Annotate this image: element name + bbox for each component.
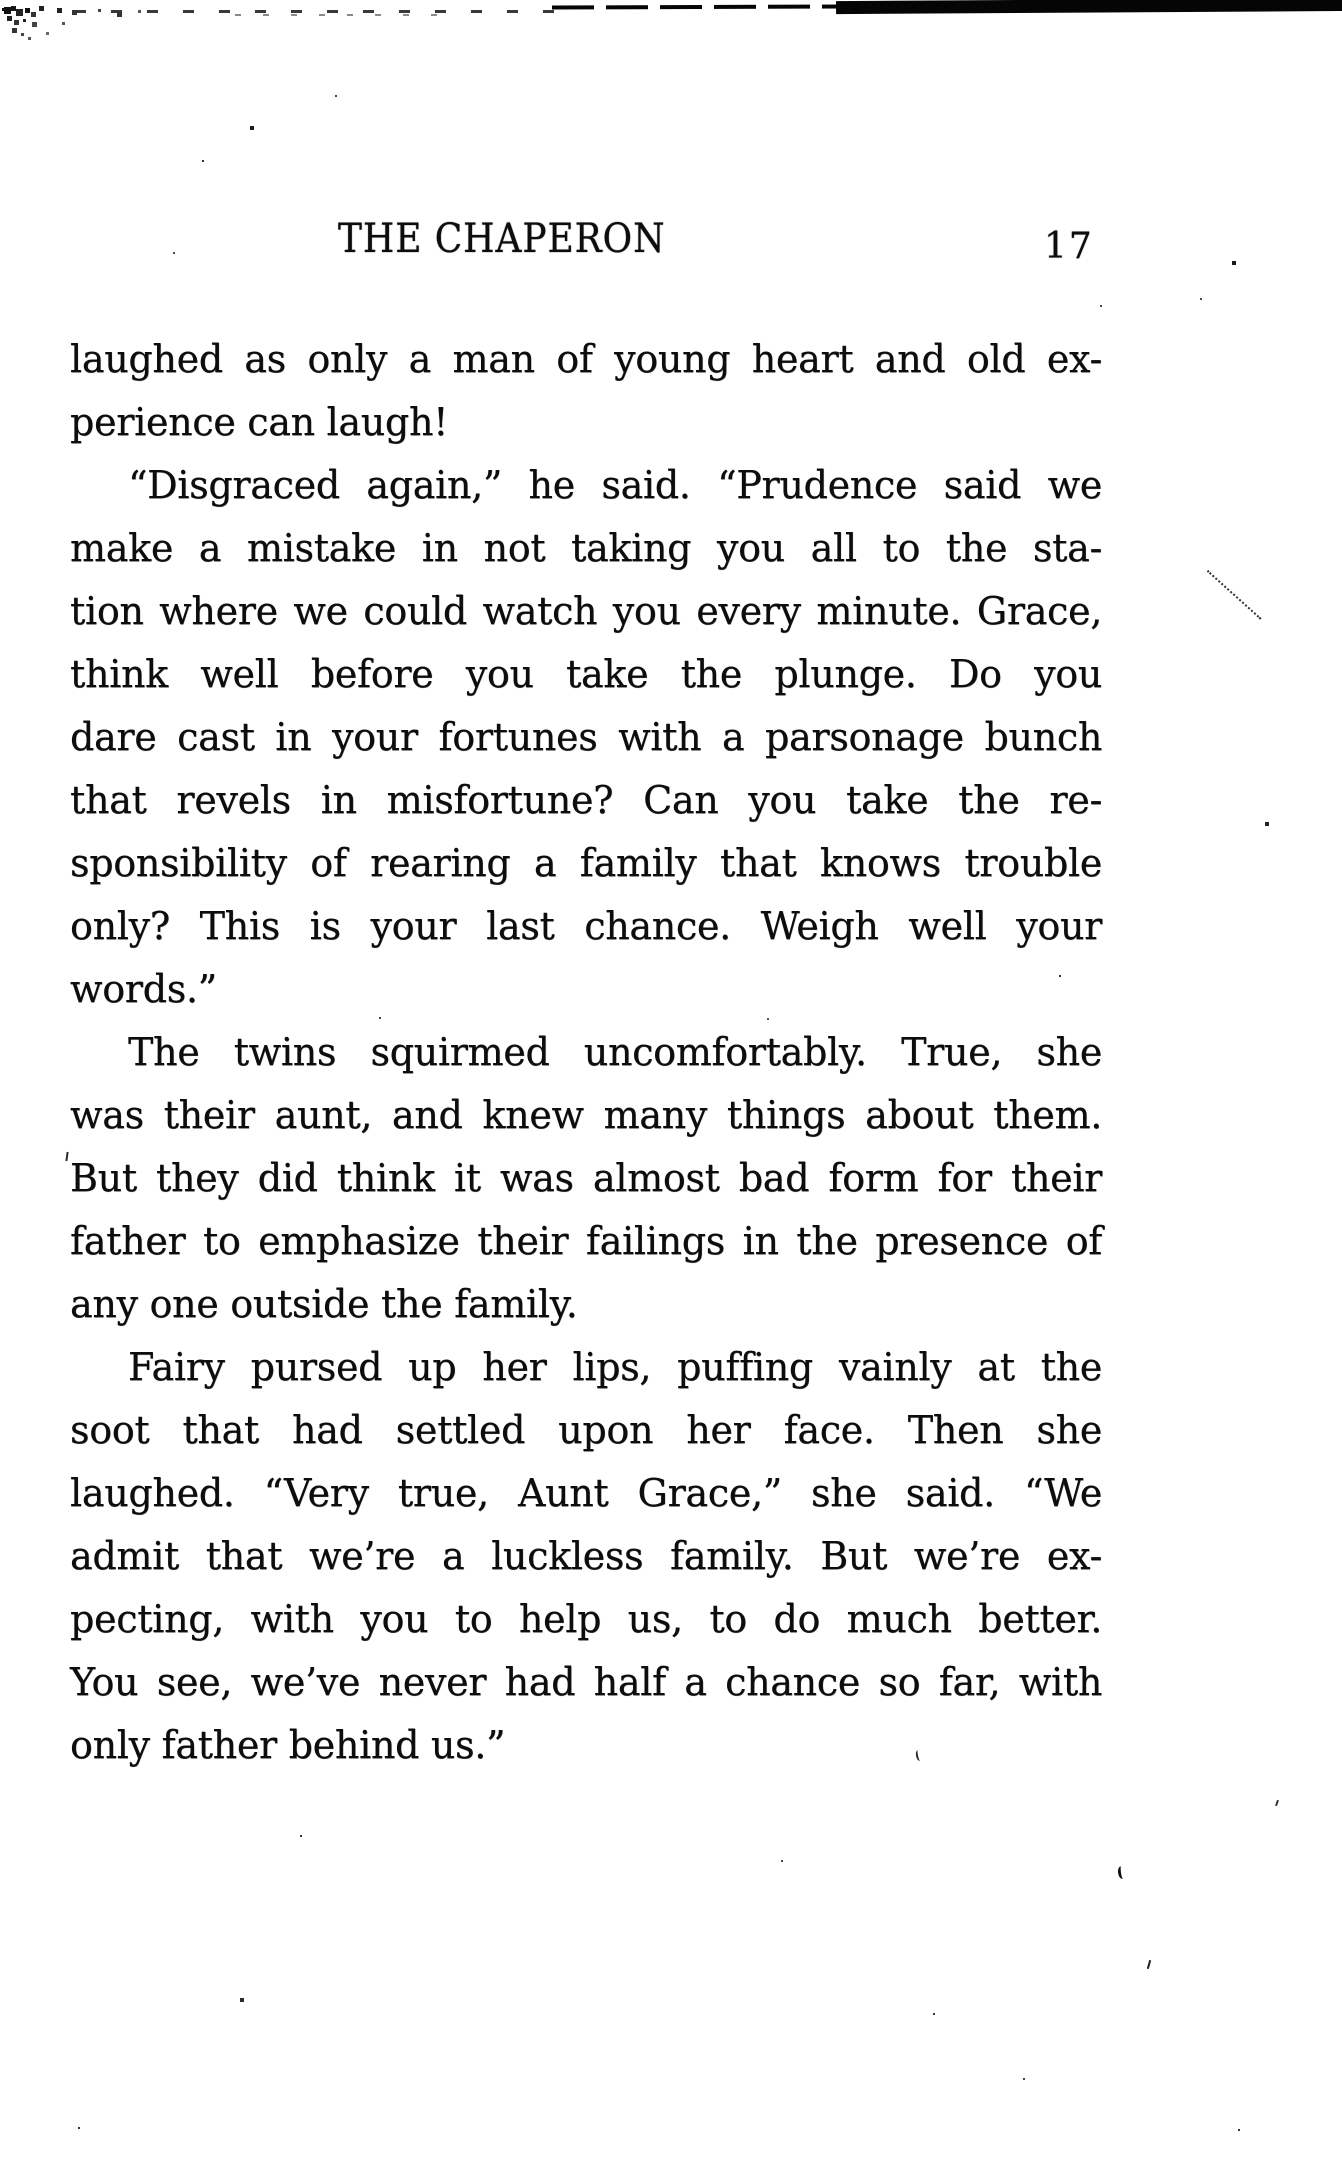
text-line: dare cast in your fortunes with a parsonage bunch <box>70 715 1102 759</box>
scan-tick-mark <box>1275 1800 1279 1806</box>
text-line: any one outside the family. <box>70 1282 578 1326</box>
text-line: soot that had settled upon her face. Then she <box>70 1408 1102 1452</box>
text-line: You see, we’ve never had half a chance so far, with <box>70 1660 1102 1704</box>
text-line: “Disgraced again,” he said. “Prudence said we <box>128 463 1102 507</box>
text-line: But they did think it was almost bad form for their <box>70 1156 1102 1200</box>
text-line: laughed as only a man of young heart and old ex- <box>70 337 1102 381</box>
text-line: The twins squirmed uncomfortably. True, she <box>128 1030 1102 1074</box>
scan-scratch-mark <box>1207 570 1262 620</box>
scan-top-border-bar <box>836 0 1342 14</box>
text-line: think well before you take the plunge. Do you <box>70 652 1102 696</box>
text-line: perience can laugh! <box>70 400 449 444</box>
text-line: tion where we could watch you every minute. Grace, <box>70 589 1102 633</box>
text-line: father to emphasize their failings in the presence of <box>70 1219 1102 1263</box>
scan-tick-mark <box>65 1152 68 1161</box>
text-line: Fairy pursed up her lips, puffing vainly at the <box>128 1345 1102 1389</box>
body-text-block <box>70 328 1102 1777</box>
text-line: only father behind us.” <box>70 1723 506 1767</box>
text-line: was their aunt, and knew many things about them. <box>70 1093 1102 1137</box>
text-line: laughed. “Very true, Aunt Grace,” she said. “We <box>70 1471 1102 1515</box>
scan-tick-mark <box>1117 1866 1127 1880</box>
text-line: that revels in misfortune? Can you take the re- <box>70 778 1102 822</box>
text-line: only? This is your last chance. Weigh well your <box>70 904 1102 948</box>
text-line: pecting, with you to help us, to do much better. <box>70 1597 1102 1641</box>
scan-top-border-dashes <box>235 14 445 16</box>
text-line: make a mistake in not taking you all to the sta- <box>70 526 1102 570</box>
scan-top-border-line <box>552 4 844 9</box>
text-line: admit that we’re a luckless family. But we’re ex- <box>70 1534 1102 1578</box>
scan-tick-mark <box>1147 1960 1151 1969</box>
scan-ink-blot <box>2 8 5 11</box>
text-line: sponsibility of rearing a family that knows trouble <box>70 841 1102 885</box>
page-number: 17 <box>1044 226 1094 267</box>
scan-top-border-dashes <box>75 10 557 13</box>
scan-specks <box>0 0 2 2</box>
running-head-title: THE CHAPERON <box>338 216 666 262</box>
text-line: words.” <box>70 967 217 1011</box>
